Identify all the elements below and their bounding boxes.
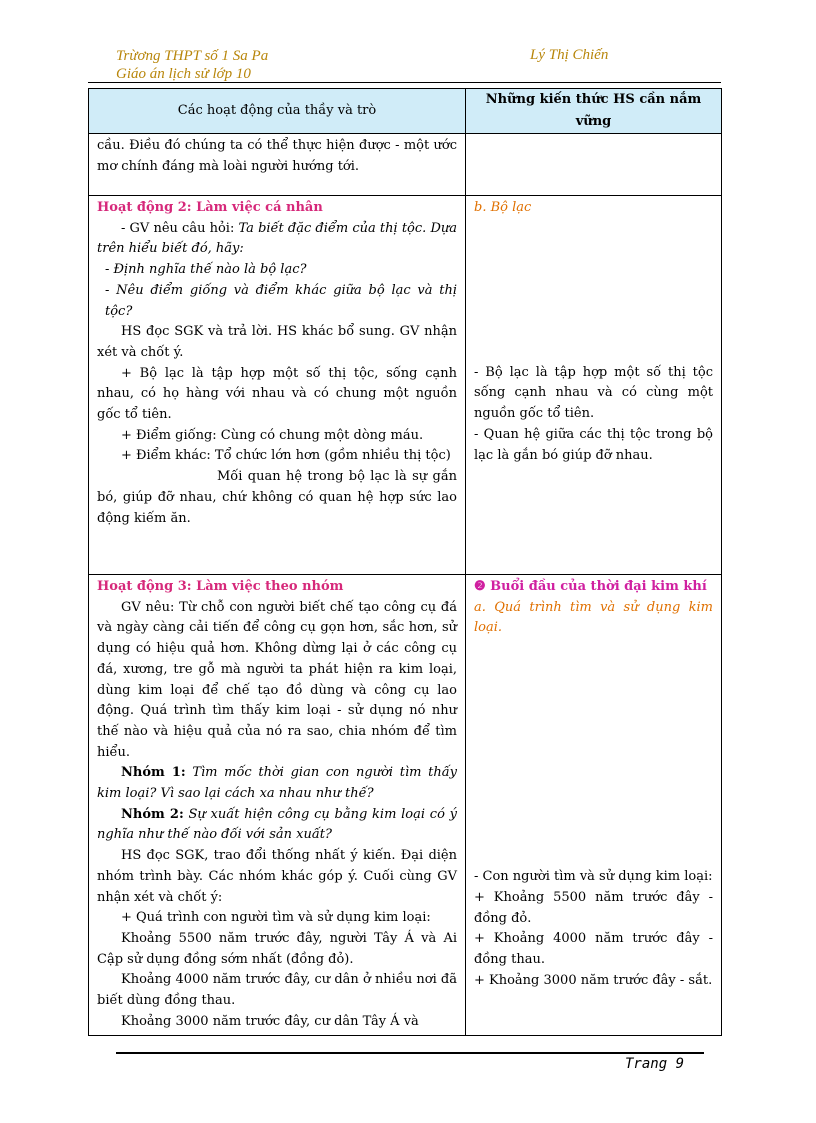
row3-left [89,575,466,1036]
question-1: - Định nghĩa thế nào là bộ lạc? [105,262,307,278]
row2-right [466,196,722,575]
row1-left: cầu. Điều đó chúng ta có thể thực hiện được - một ước mơ chính đáng mà loài người hướng tới. [89,134,466,196]
paragraph: Mối quan hệ trong bộ lạc là sự gắn bó, giúp đỡ nhau, chứ không có quan hệ hợp sức lao động kiếm ăn. [97,469,457,526]
paragraph: + Quá trình con người tìm và sử dụng kim loại: [121,910,431,926]
paragraph: GV nêu: Từ chỗ con người biết chế tạo công cụ đá và ngày càng cải tiến để công cụ gọn hơn, sắc hơn, sử dụng có hiệu quả hơn. Không dừng lại ở các công cụ đá, xương, tre gỗ mà người ta phát hiện ra kim loại, dùng kim loại để chế tạo đồ dùng và công cụ lao động. Quá trình tìm thấy kim loại - sử dụng nó như thế nào và hiệu quả của nó ra sao, chia nhóm để tìm hiểu. [97,599,457,760]
header-divider [88,82,721,83]
paragraph: HS đọc SGK, trao đổi thống nhất ý kiến. Đại diện nhóm trình bày. Các nhóm khác góp ý. Cuối cùng GV nhận xét và chốt ý: [97,848,457,905]
table-row [89,134,722,196]
section-b-title: b. Bộ lạc [474,200,532,215]
footer-divider [116,1052,704,1054]
row2-left [89,196,466,575]
header-author: Lý Thị Chiến [530,47,609,63]
header-subject: Giáo án lịch sử lớp 10 [116,66,251,82]
header-left [116,47,268,83]
question-intro: - GV nêu câu hỏi: [121,220,239,236]
group-1-label: Nhóm 1: [121,765,186,781]
paragraph: + Điểm giống: Cùng có chung một dòng máu. [121,427,424,443]
row1-right [466,134,722,196]
group-2-label: Nhóm 2: [121,806,184,822]
paragraph: Khoảng 3000 năm trước đây, cư dân Tây Á và [121,1013,419,1029]
knowledge-point: - Con người tìm và sử dụng kim loại: [474,869,713,885]
row3-right [466,575,722,1036]
page-number: Trang 9 [625,1056,685,1072]
knowledge-point: + Khoảng 4000 năm trước đây - đồng thau. [474,931,713,967]
lesson-table [88,88,722,1036]
paragraph: Khoảng 5500 năm trước đây, người Tây Á và Ai Cập sử dụng đồng sớm nhất (đồng đỏ). [97,930,457,967]
paragraph: Khoảng 4000 năm trước đây, cư dân ở nhiều nơi đã biết dùng đồng thau. [97,972,457,1009]
knowledge-point: - Bộ lạc là tập hợp một số thị tộc sống cạnh nhau và có cùng một nguồn gốc tổ tiên. [474,364,713,422]
group-1-text: Tìm mốc thời gian con người tìm thấy kim loại? Vì sao lại cách xa nhau như thế? [97,765,458,802]
question-2: - Nêu điểm giống và điểm khác giữa bộ lạc và thị tộc? [105,282,457,319]
group-2-text: Sự xuất hiện công cụ bằng kim loại có ý nghĩa như thế nào đối với sản xuất? [97,806,457,843]
col2-header: Những kiến thức HS cần nắm vững [466,89,722,134]
header-school: Trừơng THPT số 1 Sa Pa [116,48,269,64]
col1-header: Các hoạt động của thầy và trò [89,89,466,134]
knowledge-point: + Khoảng 5500 năm trước đây - đồng đỏ. [474,889,713,926]
question-intro-italic: Ta biết đặc điểm của thị tộc. Dựa trên hiểu biết đó, hãy: [97,220,457,257]
table-row [89,196,722,575]
knowledge-point: - Quan hệ giữa các thị tộc trong bộ lạc là gắn bó giúp đỡ nhau. [474,426,713,463]
activity-3-title: Hoạt động 3: Làm việc theo nhóm [97,579,344,594]
section-2-title: ❷ Buổi đầu của thời đại kim khí [474,579,707,594]
paragraph: + Điểm khác: Tổ chức lớn hơn (gồm nhiều thị tộc) [121,448,451,464]
knowledge-point: + Khoảng 3000 năm trước đây - sắt. [474,972,713,988]
paragraph: + Bộ lạc là tập hợp một số thị tộc, sống cạnh nhau, có họ hàng với nhau và có chung một nguồn gốc tổ tiên. [97,365,457,423]
table-row [89,575,722,1036]
table-header-row [89,89,722,134]
section-a-title: a. Quá trình tìm và sử dụng kim loại. [474,599,713,636]
activity-2-title: Hoạt động 2: Làm việc cá nhân [97,200,323,215]
paragraph: HS đọc SGK và trả lời. HS khác bổ sung. GV nhận xét và chốt ý. [97,324,457,360]
